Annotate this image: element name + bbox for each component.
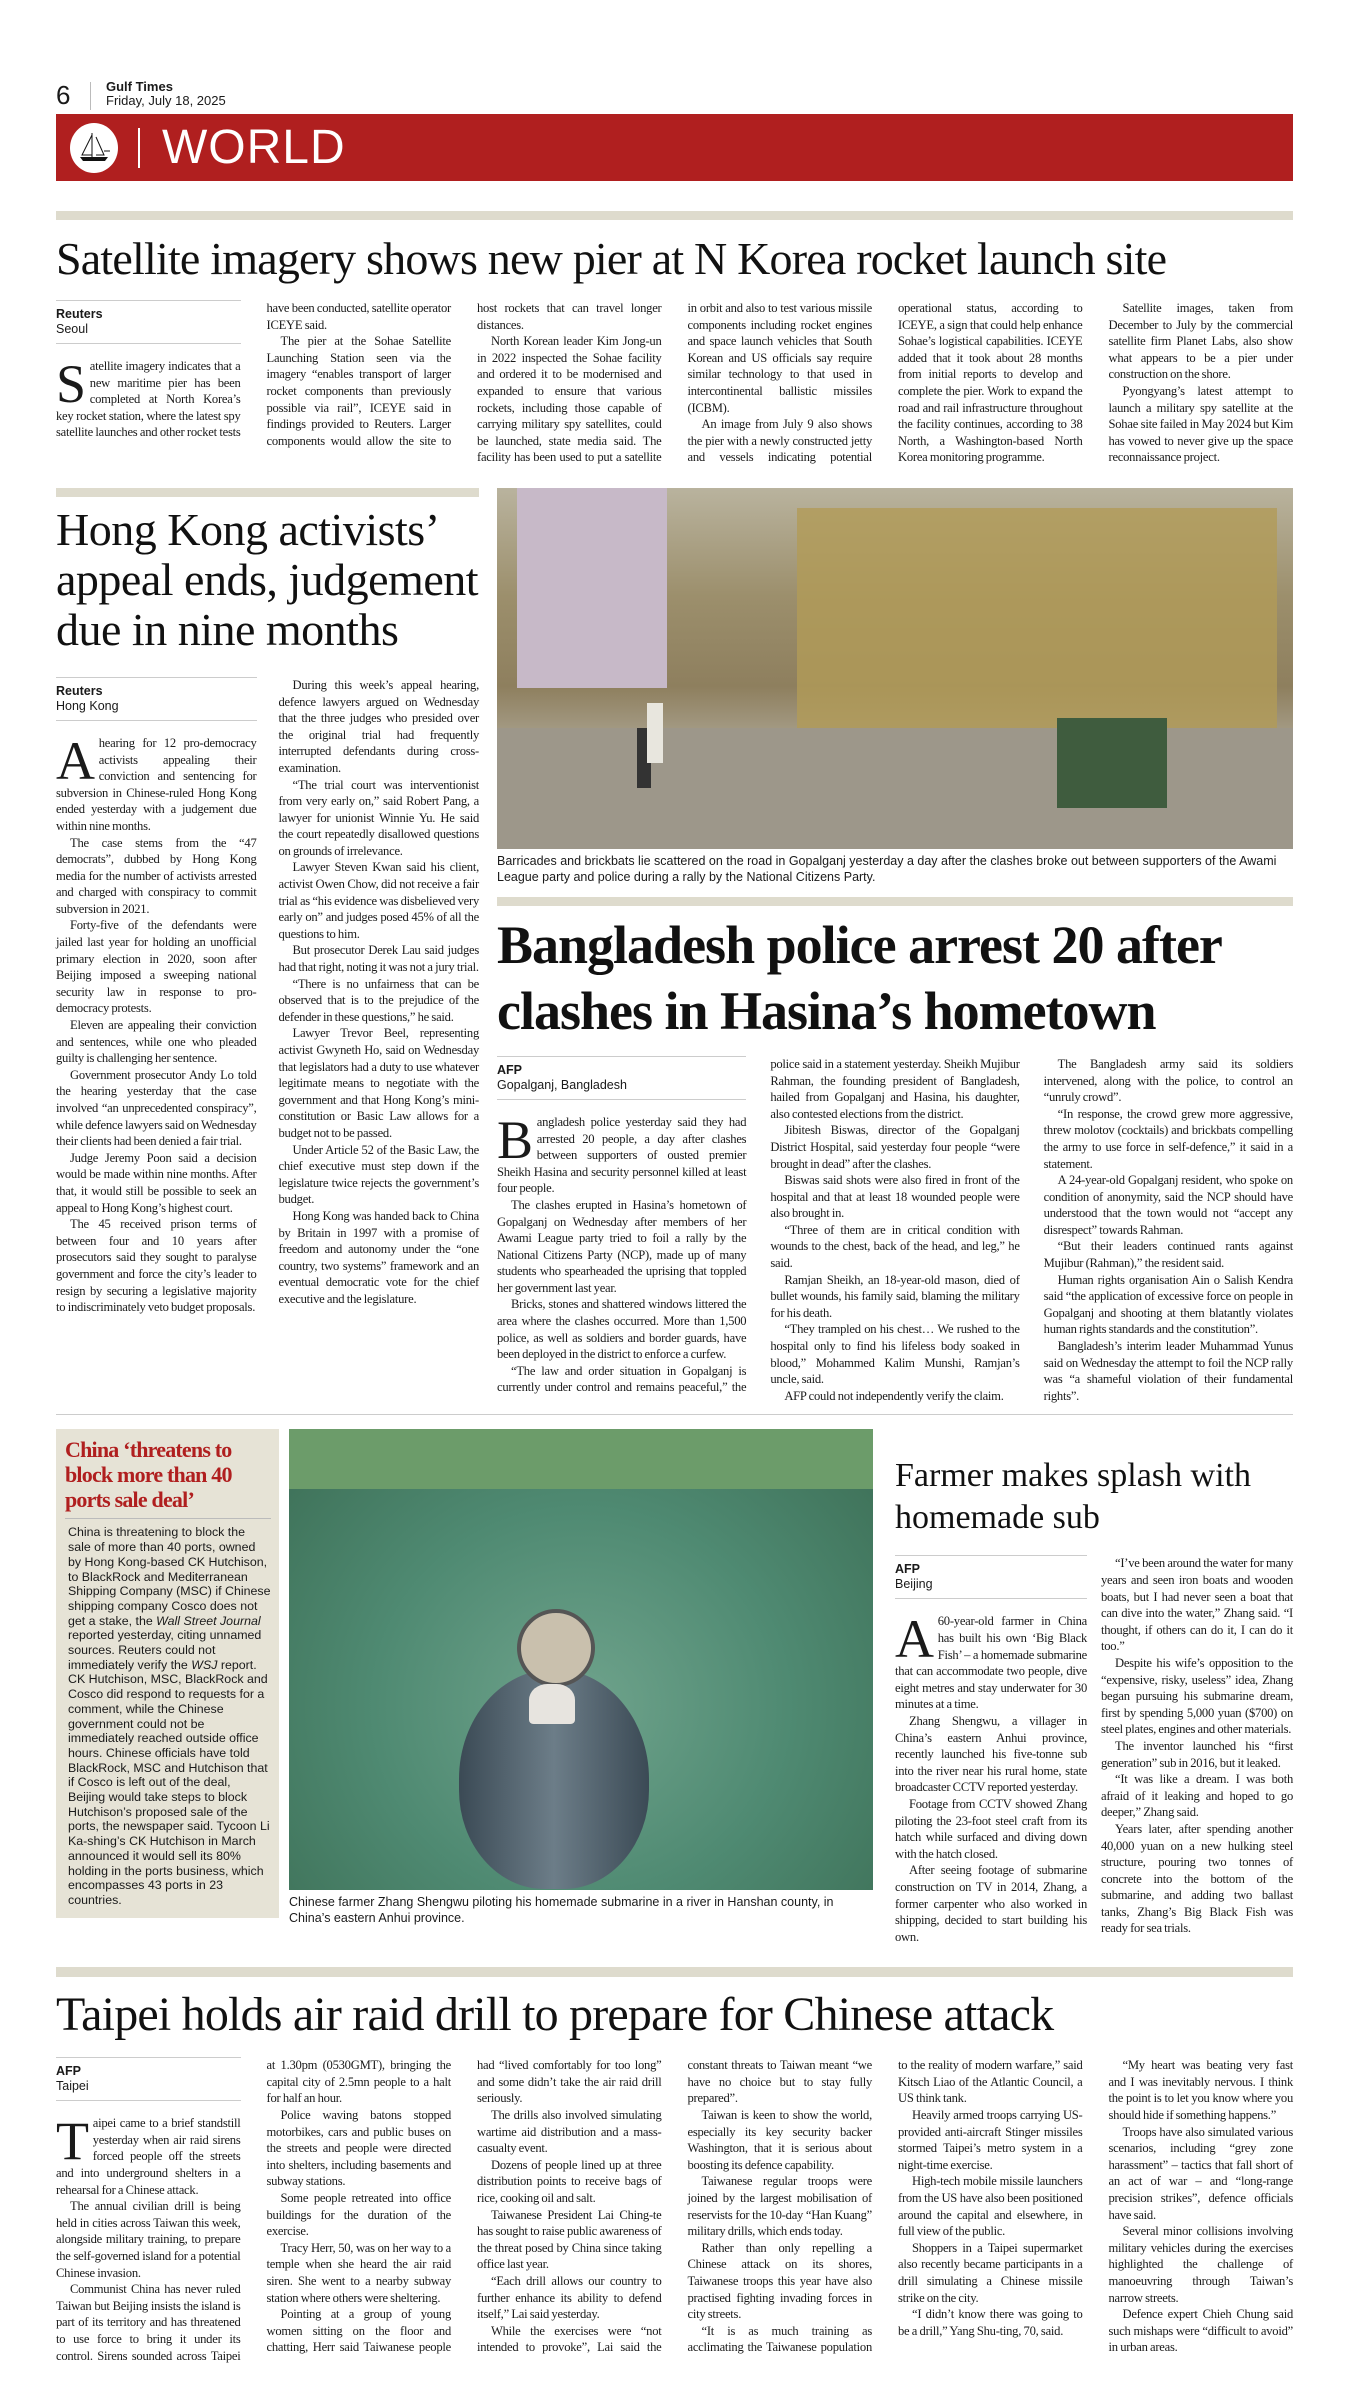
byline <box>895 1555 1087 1599</box>
newspaper-page <box>56 0 1293 2394</box>
byline <box>56 2057 241 2101</box>
paragraph: Dozens of people lined up at three distribution points to receive bags of rice, cooking oil and salt. <box>477 2157 662 2206</box>
article-body-hongkong <box>56 677 479 1316</box>
farmer-article <box>895 1429 1293 1945</box>
headline-bangladesh: Bangladesh police arrest 20 after clashes in Hasina’s hometown <box>497 914 1221 1041</box>
byline-agency: Reuters <box>56 683 103 698</box>
byline-dateline: Beijing <box>895 1577 933 1592</box>
divider <box>56 488 479 497</box>
divider <box>138 128 140 168</box>
paragraph: Taiwan is keen to show the world, especially its key security backer Washington, that it is serious about boosting its defence capability. <box>687 2108 872 2172</box>
masthead <box>56 80 1293 114</box>
paragraph: Taipei came to a brief standstill yesterday when air raid sirens forced people off the streets and into underground shelters in a rehearsal for a Chinese attack. <box>56 2111 241 2197</box>
paragraph: Satellite imagery indicates that a new maritime pier has been completed at North Korea’s key rocket station, where the latest spy satellite launches and other rocket tests have been conducted, satellite operator ICEYE said. <box>56 301 451 440</box>
paragraph: Despite his wife’s opposition to the “expensive, risky, useless” idea, Zhang began pursuing his submarine dream, first by spending 5,000 yuan ($700) on steel plates, engines and other materials. <box>1101 1655 1293 1737</box>
byline-agency: AFP <box>497 1062 522 1077</box>
paragraph: Bangladesh police yesterday said they had arrested 20 people, a day after clashes between supporters of ousted premier Sheikh Hasina and security personnel killed at least four people. <box>497 1109 747 1196</box>
sidebar-text: China is threatening to block the sale of more than 40 ports, owned by Hong Kong-based CK Hutchison, to BlackRock and Mediterranean Shipping Company (MSC) if Chinese shipping company Cosco does not get a stake, the <box>68 1525 271 1628</box>
paragraph: The inventor launched his “first generation” sub in 2016, but it leaked. <box>1101 1738 1293 1770</box>
byline <box>56 300 241 344</box>
publication-name: Gulf Times <box>106 79 173 94</box>
paragraph: While the exercises were “not intended to provoke”, Lai said the constant threats to Taiwan meant “we have no choice but to stay fully prepared”. <box>477 2058 872 2355</box>
paragraph: Some people retreated into office buildings for the duration of the exercise. <box>266 2191 451 2239</box>
publication-date: Friday, July 18, 2025 <box>106 93 226 108</box>
paragraph: Defence expert Chieh Chung said such mishaps were “difficult to avoid” in urban areas. <box>1108 2307 1293 2355</box>
divider <box>497 897 1293 906</box>
divider <box>56 1967 1293 1977</box>
paragraph: During this week’s appeal hearing, defence lawyers argued on Wednesday that the three judges who presided over the original trial had frequently interrupted defendants during cross-examination. <box>278 677 479 775</box>
paragraph: Judge Jeremy Poon said a decision would be made within nine months. After that, it would still be possible to seek an appeal to Hong Kong’s highest court. <box>56 1150 257 1215</box>
paragraph: Ramjan Sheikh, an 18-year-old mason, died of bullet wounds, his family said, blaming the military for his death. <box>770 1272 1020 1320</box>
paragraph: The case stems from the “47 democrats”, dubbed by Hong Kong media for the number of activists arrested and charged with conspiracy to commit subversion in 2021. <box>56 835 257 916</box>
byline-dateline: Hong Kong <box>56 698 119 713</box>
paragraph: Lawyer Trevor Beel, representing activist Gwyneth Ho, said on Wednesday that legislators had a duty to use whatever legitimate means to negotiate with the government and that Hong Kong’s mini-constitution or Basic Law allows for a budget not to be passed. <box>278 1026 479 1140</box>
paragraph: Shoppers in a Taipei supermarket also recently became participants in a drill simulating a Chinese missile strike on the city. <box>898 2240 1083 2305</box>
byline <box>56 677 257 721</box>
paragraph: “I’ve been around the water for many years and seen iron boats and wooden boats, but I had never seen a boat that can dive into the water,” Zhang said. “I thought, if others can do it, I can do it too.” <box>1101 1556 1293 1654</box>
paragraph: Hong Kong was handed back to China by Britain in 1997 with a promise of freedom and autonomy under the “one country, two systems” framework and an eventual democratic vote for the chief executive and the legislature. <box>278 1208 479 1306</box>
headline-hongkong: Hong Kong activists’ appeal ends, judgement due in nine months <box>56 503 479 655</box>
paragraph: “But their leaders continued rants against Mujibur (Rahman),” the resident said. <box>1043 1239 1293 1271</box>
paragraph: Heavily armed troops carrying US-provided anti-aircraft Stinger missiles stormed Taipei’s metro system in a night-time exercise. <box>898 2108 1083 2172</box>
gopalganj-street-photo <box>497 488 1293 849</box>
paragraph: Jibitesh Biswas, director of the Gopalganj District Hospital, said yesterday four people “were brought in dead” after the clashes. <box>770 1123 1020 1171</box>
paragraph: Several minor collisions involving military vehicles during the exercises highlighted the challenge of manoeuvring through Taiwan’s narrow streets. <box>1108 2224 1293 2305</box>
paragraph: “There is no unfairness that can be observed that is to the prejudice of the defender in these questions,” he said. <box>278 976 479 1024</box>
paragraph: AFP could not independently verify the claim. <box>784 1388 1004 1403</box>
divider <box>56 211 1293 220</box>
bangladesh-article <box>497 488 1293 1404</box>
paragraph: “It was like a dream. I was both afraid of it leaking and hoped to go deeper,” Zhang said. <box>1101 1772 1293 1820</box>
paragraph: Bricks, stones and shattered windows littered the area where the clashes occurred. More than 1,500 police, as well as soldiers and border guards, have been deployed in the district to enforce a curfew. <box>497 1297 747 1362</box>
paragraph: Years later, after spending another 40,000 yuan on a new hulking steel structure, pouring two tonnes of concrete into the bottom of the submarine, and adding two ballast tanks, Zhang’s Big Black Fish was ready for sea trials. <box>1101 1821 1293 1936</box>
paragraph: Police waving batons stopped motorbikes, cars and public buses on the streets and people were directed into shelters, including basements and subway stations. <box>266 2108 451 2189</box>
paragraph: Pyongyang’s latest attempt to launch a military spy satellite at the Sohae site failed in May 2024 but Kim has vowed to never give up the space reconnaissance project. <box>1108 383 1293 465</box>
section-banner <box>56 114 1293 181</box>
photo-caption: Barricades and brickbats lie scattered on the road in Gopalganj yesterday a day after the clashes broke out between supporters of the Awami League party and police during a rally by the National Citizens Party. <box>497 853 1277 884</box>
sidebar-text: WSJ <box>191 1657 218 1672</box>
article-body-bangladesh <box>497 1056 1293 1404</box>
byline <box>497 1056 746 1100</box>
homemade-submarine-photo <box>289 1429 873 1890</box>
paragraph: A60-year-old farmer in China has built his own ‘Big Black Fish’ – a homemade submarine that can accommodate two people, dive eight metres and stay underwater for 30 minutes at a time. <box>895 1609 1087 1712</box>
paragraph: The 45 received prison terms of between four and 10 years after prosecutors said they sought to paralyse government and force the city’s leader to resign by securing a legislative majority to indiscriminately veto budget proposals. <box>56 1217 257 1315</box>
paragraph: The pier at the Sohae Satellite Launching Station seen via the imagery “enables transport of larger rocket components than previously possible via rail”, ICEYE said in findings provided to Reuters. Larger components would allow the site to host rockets that can travel longer distances. <box>266 301 662 448</box>
paragraph: “They trampled on his chest… We rushed to the hospital only to find his lifeless body soaked in blood,” Mohammed Kalim Munshi, Ramjan’s uncle, said. <box>770 1322 1020 1387</box>
dhow-boat-icon <box>70 123 118 173</box>
byline-agency: Reuters <box>56 307 103 321</box>
paragraph: High-tech mobile missile launchers from the US have also been positioned around the capital and elsewhere, in full view of the public. <box>898 2174 1083 2239</box>
paragraph: Tracy Herr, 50, was on her way to a temple when she heard the air raid siren. She went to a nearby subway station where others were sheltering. <box>266 2240 451 2305</box>
page-number: 6 <box>56 80 71 110</box>
byline-dateline: Seoul <box>56 322 88 336</box>
paragraph: Troops have also simulated various scenarios, including “grey zone harassment” – tactics that fall short of an act of war – and “long-range precision strikes”, defence officials have said. <box>1108 2124 1293 2222</box>
byline-dateline: Gopalganj, Bangladesh <box>497 1077 627 1092</box>
sidebar-text: reported yesterday, citing unnamed sources. Reuters could not immediately verify the <box>68 1628 262 1672</box>
paragraph: The clashes erupted in Hasina’s hometown of Gopalganj on Wednesday after members of her Awami League party tried to foil a rally by the National Citizens Party (NCP), made up of many students who spearheaded the uprising that toppled her government last year. <box>497 1197 747 1295</box>
sidebar-text: report. CK Hutchison, MSC, BlackRock and Cosco did respond to requests for a comment, while the Chinese government could not be immediately reached outside office hours. Chinese officials have told BlackRock, MSC and Hutchison that if Cosco is left out of the deal, Beijing would take steps to block Hutchison’s proposed sale of the ports, the newspaper said. Tycoon Li Ka-shing’s CK Hutchison in March announced it would sell its 80% holding in the ports business, which encompasses 43 ports in 23 countries. <box>68 1657 270 1907</box>
sidebar-body <box>68 1525 271 1907</box>
article-body-taipei <box>56 2057 1293 2364</box>
paragraph: “Each drill allows our country to further enhance its ability to defend itself,” Lai said yesterday. <box>477 2274 662 2322</box>
paragraph: “It is as much training as acclimating the Taiwanese population to the reality of modern warfare,” said Kitsch Liao of the Atlantic Council, a US think tank. <box>687 2058 1083 2355</box>
paragraph: Under Article 52 of the Basic Law, the chief executive must step down if the legislature twice rejects the government’s budget. <box>278 1142 479 1207</box>
byline-agency: AFP <box>895 1562 920 1577</box>
paragraph: Forty-five of the defendants were jailed last year for holding an unofficial primary election in 2020, soon after Beijing imposed a sweeping national security law in response to pro-democracy protests. <box>56 918 257 1016</box>
paragraph: Human rights organisation Ain o Salish Kendra said “the application of excessive force on people in Gopalganj and shooting at them blatantly violates human rights standards and the constitution”. <box>1043 1272 1293 1337</box>
paragraph: “In response, the crowd grew more aggressive, threw molotov (cocktails) and brickbats compelling the army to use force in self-defence,” it said in a statement. <box>1043 1106 1293 1171</box>
photo-caption: Chinese farmer Zhang Shengwu piloting his homemade submarine in a river in Hanshan county, in China’s eastern Anhui province. <box>289 1895 834 1926</box>
paragraph: Taiwanese regular troops were joined by the largest mobilisation of reservists for the 10-day “Han Kuang” military drills, which ends today. <box>687 2174 872 2239</box>
divider <box>90 82 91 110</box>
paragraph: North Korean leader Kim Jong-un in 2022 inspected the Sohae facility and ordered it to be modernised and expanded to ensure that various rockets, including those capable of carrying military spy satellites, could be launched, state media said. The facility has been used to put a satellite in orbit and also to test various missile components including rocket engines and space launch vehicles that South Korean and US officials say require similar technology to that used in intercontinental ballistic missiles (ICBM). <box>477 301 872 465</box>
paragraph: Communist China has never ruled Taiwan but Beijing insists the island is part of its territory and has threatened to use force to bring it under its control. Sirens sounded across Taipei at 1.30pm (0530GMT), bringing the capital city of 2.5mn people to a halt for half an hour. <box>56 2058 451 2363</box>
headline-farmer: Farmer makes splash with homemade sub <box>895 1457 1251 1537</box>
publication-info <box>106 80 226 108</box>
section-title: WORLD <box>162 120 346 174</box>
sidebar-text: Wall Street Journal <box>156 1613 261 1628</box>
paragraph: Taiwanese President Lai Ching-te has sought to raise public awareness of the threat posed by China since taking office last year. <box>477 2207 662 2272</box>
paragraph: An image from July 9 also shows the pier with a newly constructed jetty and vessels indicating potential operational status, according to ICEYE, a sign that could help enhance Sohae’s logistical capabilities. ICEYE added that it took about 28 months from initial reports to develop and complete the pier. Work to expand the road and rail infrastructure throughout the facility continues, according to 38 North, a Washington-based North Korea monitoring programme. <box>687 301 1083 465</box>
paragraph: Ahearing for 12 pro-democracy activists appealing their conviction and sentencing for subversion in Chinese-ruled Hong Kong ended yesterday with a judgement due within nine months. <box>56 730 257 833</box>
paragraph: But prosecutor Derek Lau said judges had that right, noting it was not a jury trial. <box>278 943 479 975</box>
paragraph: The drills also involved simulating wartime aid distribution and a mass-casualty event. <box>477 2108 662 2156</box>
paragraph: Biswas said shots were also fired in front of the hospital and that at least 18 wounded people were also brought in. <box>770 1173 1020 1221</box>
paragraph: Lawyer Steven Kwan said his client, activist Owen Chow, did not receive a fair trial as “his evidence was disbelieved very early on” and judges posed 45% of all the questions to him. <box>278 860 479 941</box>
sidebar-headline: China ‘threatens to block more than 40 ports sale deal’ <box>65 1437 271 1519</box>
paragraph: Footage from CCTV showed Zhang piloting the 23-foot steel craft from its hatch while surfaced and diving down with the hatch closed. <box>895 1796 1087 1861</box>
sidebar-china-ports <box>56 1429 279 1918</box>
paragraph: “Three of them are in critical condition with wounds to the chest, back of the head, and leg,” he said. <box>770 1222 1020 1271</box>
middle-section <box>56 488 1293 1404</box>
paragraph: After seeing footage of submarine construction on TV in 2014, Zhang, a former carpenter who also worked in shipping, decided to start building his own. <box>895 1863 1087 1944</box>
headline-satellite: Satellite imagery shows new pier at N Korea rocket launch site <box>56 233 1167 284</box>
paragraph: Eleven are appealing their conviction and sentences, while one who pleaded guilty is challenging her sentence. <box>56 1018 257 1066</box>
paragraph: Rather than only repelling a Chinese attack on its shores, Taiwanese troops this year have also practised fighting invading forces in city streets. <box>687 2240 872 2322</box>
paragraph: “I didn’t know there was going to be a drill,” Yang Shu-ting, 70, said. <box>898 2307 1083 2338</box>
headline-taipei: Taipei holds air raid drill to prepare for Chinese attack <box>56 1988 1054 2042</box>
lower-section <box>56 1429 1293 1945</box>
byline-dateline: Taipei <box>56 2079 89 2094</box>
hongkong-article <box>56 488 479 1316</box>
paragraph: Pointing at a group of young women sitting on the floor and chatting, Herr said Taiwanese people had “lived comfortably for too long” and some didn’t take the air raid drill seriously. <box>266 2058 662 2355</box>
paragraph: “My heart was beating very fast and I was inevitably nervous. I think the point is to let you know where you should hide if something happens.” <box>1108 2058 1293 2123</box>
byline-agency: AFP <box>56 2064 81 2079</box>
paragraph: Satellite images, taken from December to July by the commercial satellite firm Planet Labs, also show what appears to be a pier under construction on the shore. <box>1108 301 1293 382</box>
article-body-farmer <box>895 1555 1293 1945</box>
paragraph: Government prosecutor Andy Lo told the hearing yesterday that the case involved “an unprecedented conspiracy”, while defence lawyers said on Wednesday their clients had been denied a fair trial. <box>56 1067 257 1149</box>
paragraph: A 24-year-old Gopalganj resident, who spoke on condition of anonymity, said the NCP should have understood that the town would not “accept any disrespect” towards Rahman. <box>1043 1173 1293 1237</box>
farmer-photo-block <box>289 1429 873 1926</box>
paragraph: Zhang Shengwu, a villager in China’s eastern Anhui province, recently launched his five-tonne sub into the river near his rural home, state broadcaster CCTV reported yesterday. <box>895 1713 1087 1795</box>
paragraph: The annual civilian drill is being held in cities across Taiwan this week, alongside military training, to prepare the self-governed island for a potential Chinese invasion. <box>56 2199 241 2280</box>
paragraph: The Bangladesh army said its soldiers intervened, along with the police, to control an “unruly crowd”. <box>1043 1056 1293 1105</box>
paragraph: “The trial court was interventionist from very early on,” said Robert Pang, a lawyer for unionist Winnie Yu. He said the court repeatedly disallowed questions on grounds of irrelevance. <box>278 777 479 858</box>
paragraph: “The law and order situation in Gopalganj is currently under control and remains peaceful,” the police said in a statement yesterday. Sheikh Mujibur Rahman, the founding president of Bangladesh, hailed from Gopalganj and Hasina, his daughter, also contested elections from the district. <box>497 1056 1020 1395</box>
article-body-satellite <box>56 300 1293 466</box>
paragraph: Bangladesh’s interim leader Muhammad Yunus said on Wednesday the attempt to foil the NCP rally was “a shameful violation of their fundamental rights”. <box>1043 1339 1293 1403</box>
divider <box>56 1414 1293 1415</box>
